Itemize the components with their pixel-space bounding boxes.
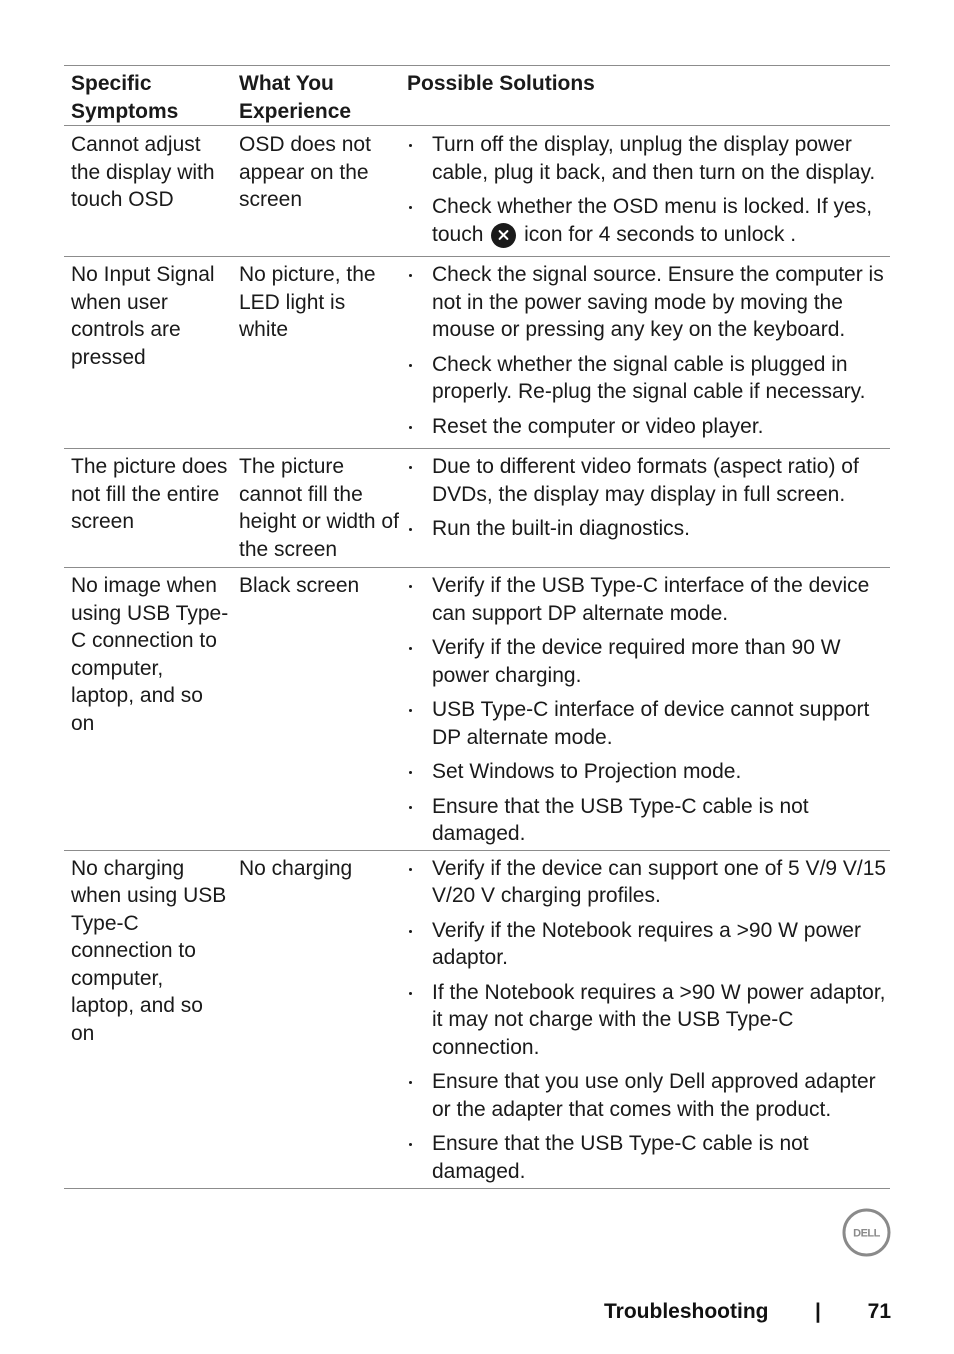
experience-cell: OSD does not appear on the screen: [239, 133, 371, 211]
symptom-cell: No image when using USB Type-C connection to computer, laptop, and so on: [71, 574, 229, 735]
symptom-cell: No Input Signal when user controls are pressed: [71, 263, 215, 369]
solutions-list: [407, 453, 890, 543]
table-header-row: [64, 66, 890, 126]
table-row: [64, 257, 890, 449]
solutions-cell: [400, 126, 890, 256]
troubleshooting-table: [64, 65, 890, 1189]
solution-item: Verify if the device can support one of 5 V/9 V/15 V/20 V charging profiles.: [407, 855, 890, 910]
solutions-cell: [400, 568, 890, 850]
solutions-list: [407, 261, 890, 440]
solution-text-after: icon for 4 seconds to unlock .: [524, 222, 797, 246]
solution-item: [407, 193, 890, 248]
symptom-cell: No charging when using USB Type-C connection to computer, laptop, and so on: [71, 856, 227, 1045]
symptom-cell: Cannot adjust the display with touch OSD: [71, 133, 215, 211]
experience-cell: Black screen: [239, 574, 360, 597]
dell-logo-text: DELL: [853, 1227, 880, 1240]
close-icon: [491, 223, 516, 248]
symptom-cell: The picture does not fill the entire screen: [71, 455, 228, 533]
solution-item: Ensure that the USB Type-C cable is not damaged.: [407, 1130, 890, 1185]
header-possible-solutions: Possible Solutions: [407, 72, 595, 95]
solution-item: Verify if the USB Type-C interface of the device can support DP alternate mode.: [407, 572, 890, 627]
solution-item: If the Notebook requires a >90 W power adaptor, it may not charge with the USB Type-C connection.: [407, 979, 890, 1062]
solution-item: Turn off the display, unplug the display power cable, plug it back, and then turn on the display.: [407, 131, 890, 186]
solutions-list: [407, 131, 890, 248]
table-body: [64, 126, 890, 1189]
solution-item: Check whether the signal cable is plugged in properly. Re-plug the signal cable if necessary.: [407, 351, 890, 406]
experience-cell: The picture cannot fill the height or width of the screen: [239, 455, 399, 561]
solution-item: Verify if the device required more than 90 W power charging.: [407, 634, 890, 689]
solution-item: Due to different video formats (aspect ratio) of DVDs, the display may display in full screen.: [407, 453, 890, 508]
footer-separator: |: [815, 1300, 821, 1323]
solution-item: Run the built-in diagnostics.: [407, 515, 890, 543]
solution-item: USB Type-C interface of device cannot support DP alternate mode.: [407, 696, 890, 751]
dell-logo-icon: [842, 1208, 891, 1257]
header-what-you-experience: What You Experience: [239, 72, 352, 123]
solution-item: Set Windows to Projection mode.: [407, 758, 890, 786]
table-row: [64, 449, 890, 568]
header-specific-symptoms: Specific Symptoms: [71, 72, 179, 123]
experience-cell: No picture, the LED light is white: [239, 263, 376, 341]
table-row: [64, 126, 890, 257]
solution-item: Check the signal source. Ensure the computer is not in the power saving mode by moving the mouse or pressing any key on the keyboard.: [407, 261, 890, 344]
solution-text-before: Check whether the OSD menu is locked. If yes, touch: [432, 195, 873, 246]
page-number: 71: [867, 1300, 891, 1323]
solutions-cell: [400, 257, 890, 448]
solution-item: Verify if the Notebook requires a >90 W power adaptor.: [407, 917, 890, 972]
footer-section-title: Troubleshooting: [604, 1300, 769, 1323]
solutions-list: [407, 572, 890, 848]
table-row: [64, 851, 890, 1190]
solution-item: Ensure that you use only Dell approved adapter or the adapter that comes with the product.: [407, 1068, 890, 1123]
solution-item: Ensure that the USB Type-C cable is not damaged.: [407, 793, 890, 848]
experience-cell: No charging: [239, 856, 353, 880]
solution-item: Reset the computer or video player.: [407, 413, 890, 441]
table-row: [64, 568, 890, 851]
solutions-list: [407, 855, 890, 1186]
solutions-cell: [400, 851, 890, 1189]
solutions-cell: [400, 449, 890, 567]
page-footer: [0, 1300, 954, 1330]
